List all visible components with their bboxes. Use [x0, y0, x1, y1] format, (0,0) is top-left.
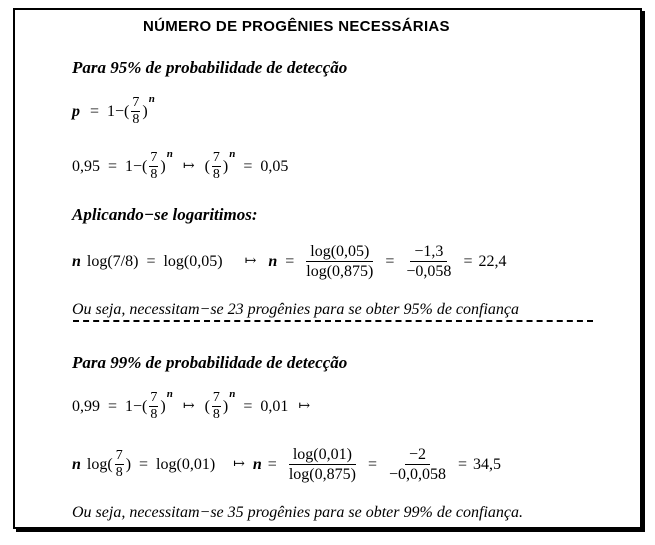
- value-095: 0,95: [72, 157, 100, 175]
- fraction-numerator: 7: [150, 390, 158, 405]
- fraction-7-8: [115, 449, 124, 480]
- log-close: ): [125, 455, 132, 473]
- equals-sign: =: [243, 397, 253, 415]
- close-paren: ): [222, 397, 229, 415]
- close-paren: ): [142, 102, 148, 120]
- fraction-denominator: log(0,875): [288, 466, 356, 483]
- log-001: log(0,01): [156, 455, 216, 473]
- maps-to-arrow-icon: ↦: [182, 399, 195, 414]
- one-minus: 1−(: [107, 102, 130, 120]
- fraction-numerator: 7: [212, 150, 220, 165]
- section1-conclusion: Ou seja, necessitam−se 23 progênies para se obter 95% de confiança: [72, 301, 520, 318]
- section2-conclusion: Ou seja, necessitam−se 35 progênies para se obter 99% de confiança.: [72, 504, 524, 521]
- close-paren: ): [160, 397, 166, 415]
- equals-sign: =: [367, 455, 377, 473]
- section2-equation-log: [72, 446, 501, 483]
- fraction-numeric: [385, 446, 450, 483]
- fraction-denominator: 8: [212, 167, 220, 182]
- page-title: NÚMERO DE PROGÊNIES NECESSÁRIAS: [143, 18, 450, 35]
- open-paren: (: [204, 397, 210, 415]
- fraction-log-ratio: [285, 446, 360, 483]
- one-minus: 1−(: [125, 397, 148, 415]
- maps-to-arrow-icon: ↦: [182, 159, 195, 174]
- fraction-7-8: [131, 96, 140, 127]
- fraction-denominator: 8: [115, 465, 123, 480]
- maps-to-arrow-icon: ↦: [233, 457, 245, 472]
- section1-equation-095: [72, 147, 289, 182]
- fraction-7-8: [212, 151, 221, 182]
- fraction-7-8: [149, 151, 158, 182]
- fraction-denominator: 8: [132, 112, 140, 127]
- log-7-8: log(7/8): [86, 252, 139, 270]
- close-paren: ): [222, 157, 229, 175]
- section2-equation-099: [72, 387, 320, 422]
- fraction-numerator: 7: [212, 390, 220, 405]
- equals-sign: =: [267, 455, 277, 473]
- one-minus: 1−(: [125, 157, 148, 175]
- maps-to-arrow-icon: ↦: [244, 254, 257, 269]
- exponent-n: n: [166, 147, 173, 160]
- log-open: log(: [86, 455, 113, 473]
- equals-sign: =: [139, 455, 149, 473]
- fraction-numeric: [402, 243, 455, 280]
- equals-sign: =: [458, 455, 468, 473]
- equals-sign: =: [146, 252, 156, 270]
- fraction-numerator: −2: [405, 446, 430, 465]
- equals-sign: =: [463, 252, 473, 270]
- maps-to-arrow-icon: ↦: [298, 399, 311, 414]
- equals-sign: =: [385, 252, 395, 270]
- fraction-numerator: 7: [132, 95, 140, 110]
- section2-heading: Para 99% de probabilidade de detecção: [72, 353, 348, 372]
- var-n: n: [72, 455, 81, 473]
- fraction-denominator: log(0,875): [306, 263, 374, 280]
- exponent-n: n: [166, 387, 173, 400]
- var-p: p: [72, 102, 80, 120]
- logarithm-heading: Aplicando−se logaritimos:: [72, 205, 258, 224]
- fraction-denominator: −0,058: [406, 263, 452, 280]
- equals-sign: =: [108, 397, 118, 415]
- equals-sign: =: [243, 157, 253, 175]
- equals-sign: =: [90, 102, 100, 120]
- fraction-7-8: [212, 391, 221, 422]
- fraction-numerator: 7: [115, 448, 123, 463]
- fraction-denominator: 8: [150, 407, 158, 422]
- fraction-numerator: log(0,01): [289, 446, 356, 465]
- fraction-numerator: 7: [150, 150, 158, 165]
- var-n: n: [268, 252, 278, 270]
- fraction-denominator: −0,0,058: [388, 466, 446, 483]
- var-n: n: [252, 455, 262, 473]
- section1-equation-p: [72, 92, 155, 127]
- section1-heading: Para 95% de probabilidade de detecção: [72, 58, 348, 77]
- result-001: 0,01: [260, 397, 289, 415]
- fraction-denominator: 8: [150, 167, 158, 182]
- fraction-numerator: −1,3: [410, 243, 447, 262]
- result-005: 0,05: [260, 157, 289, 175]
- section1-equation-log: [72, 243, 506, 280]
- equals-sign: =: [285, 252, 295, 270]
- exponent-n: n: [148, 92, 155, 105]
- equals-sign: =: [108, 157, 118, 175]
- exponent-n: n: [229, 147, 236, 160]
- close-paren: ): [160, 157, 166, 175]
- fraction-numerator: log(0,05): [306, 243, 373, 262]
- result-34-5: 34,5: [473, 455, 502, 473]
- fraction-denominator: 8: [212, 407, 220, 422]
- open-paren: (: [204, 157, 210, 175]
- section-divider: [73, 320, 593, 322]
- fraction-log-ratio: [302, 243, 377, 280]
- value-099: 0,99: [72, 397, 100, 415]
- log-005: log(0,05): [163, 252, 223, 270]
- var-n: n: [72, 252, 81, 270]
- fraction-7-8: [149, 391, 158, 422]
- result-22-4: 22,4: [478, 252, 507, 270]
- exponent-n: n: [229, 387, 236, 400]
